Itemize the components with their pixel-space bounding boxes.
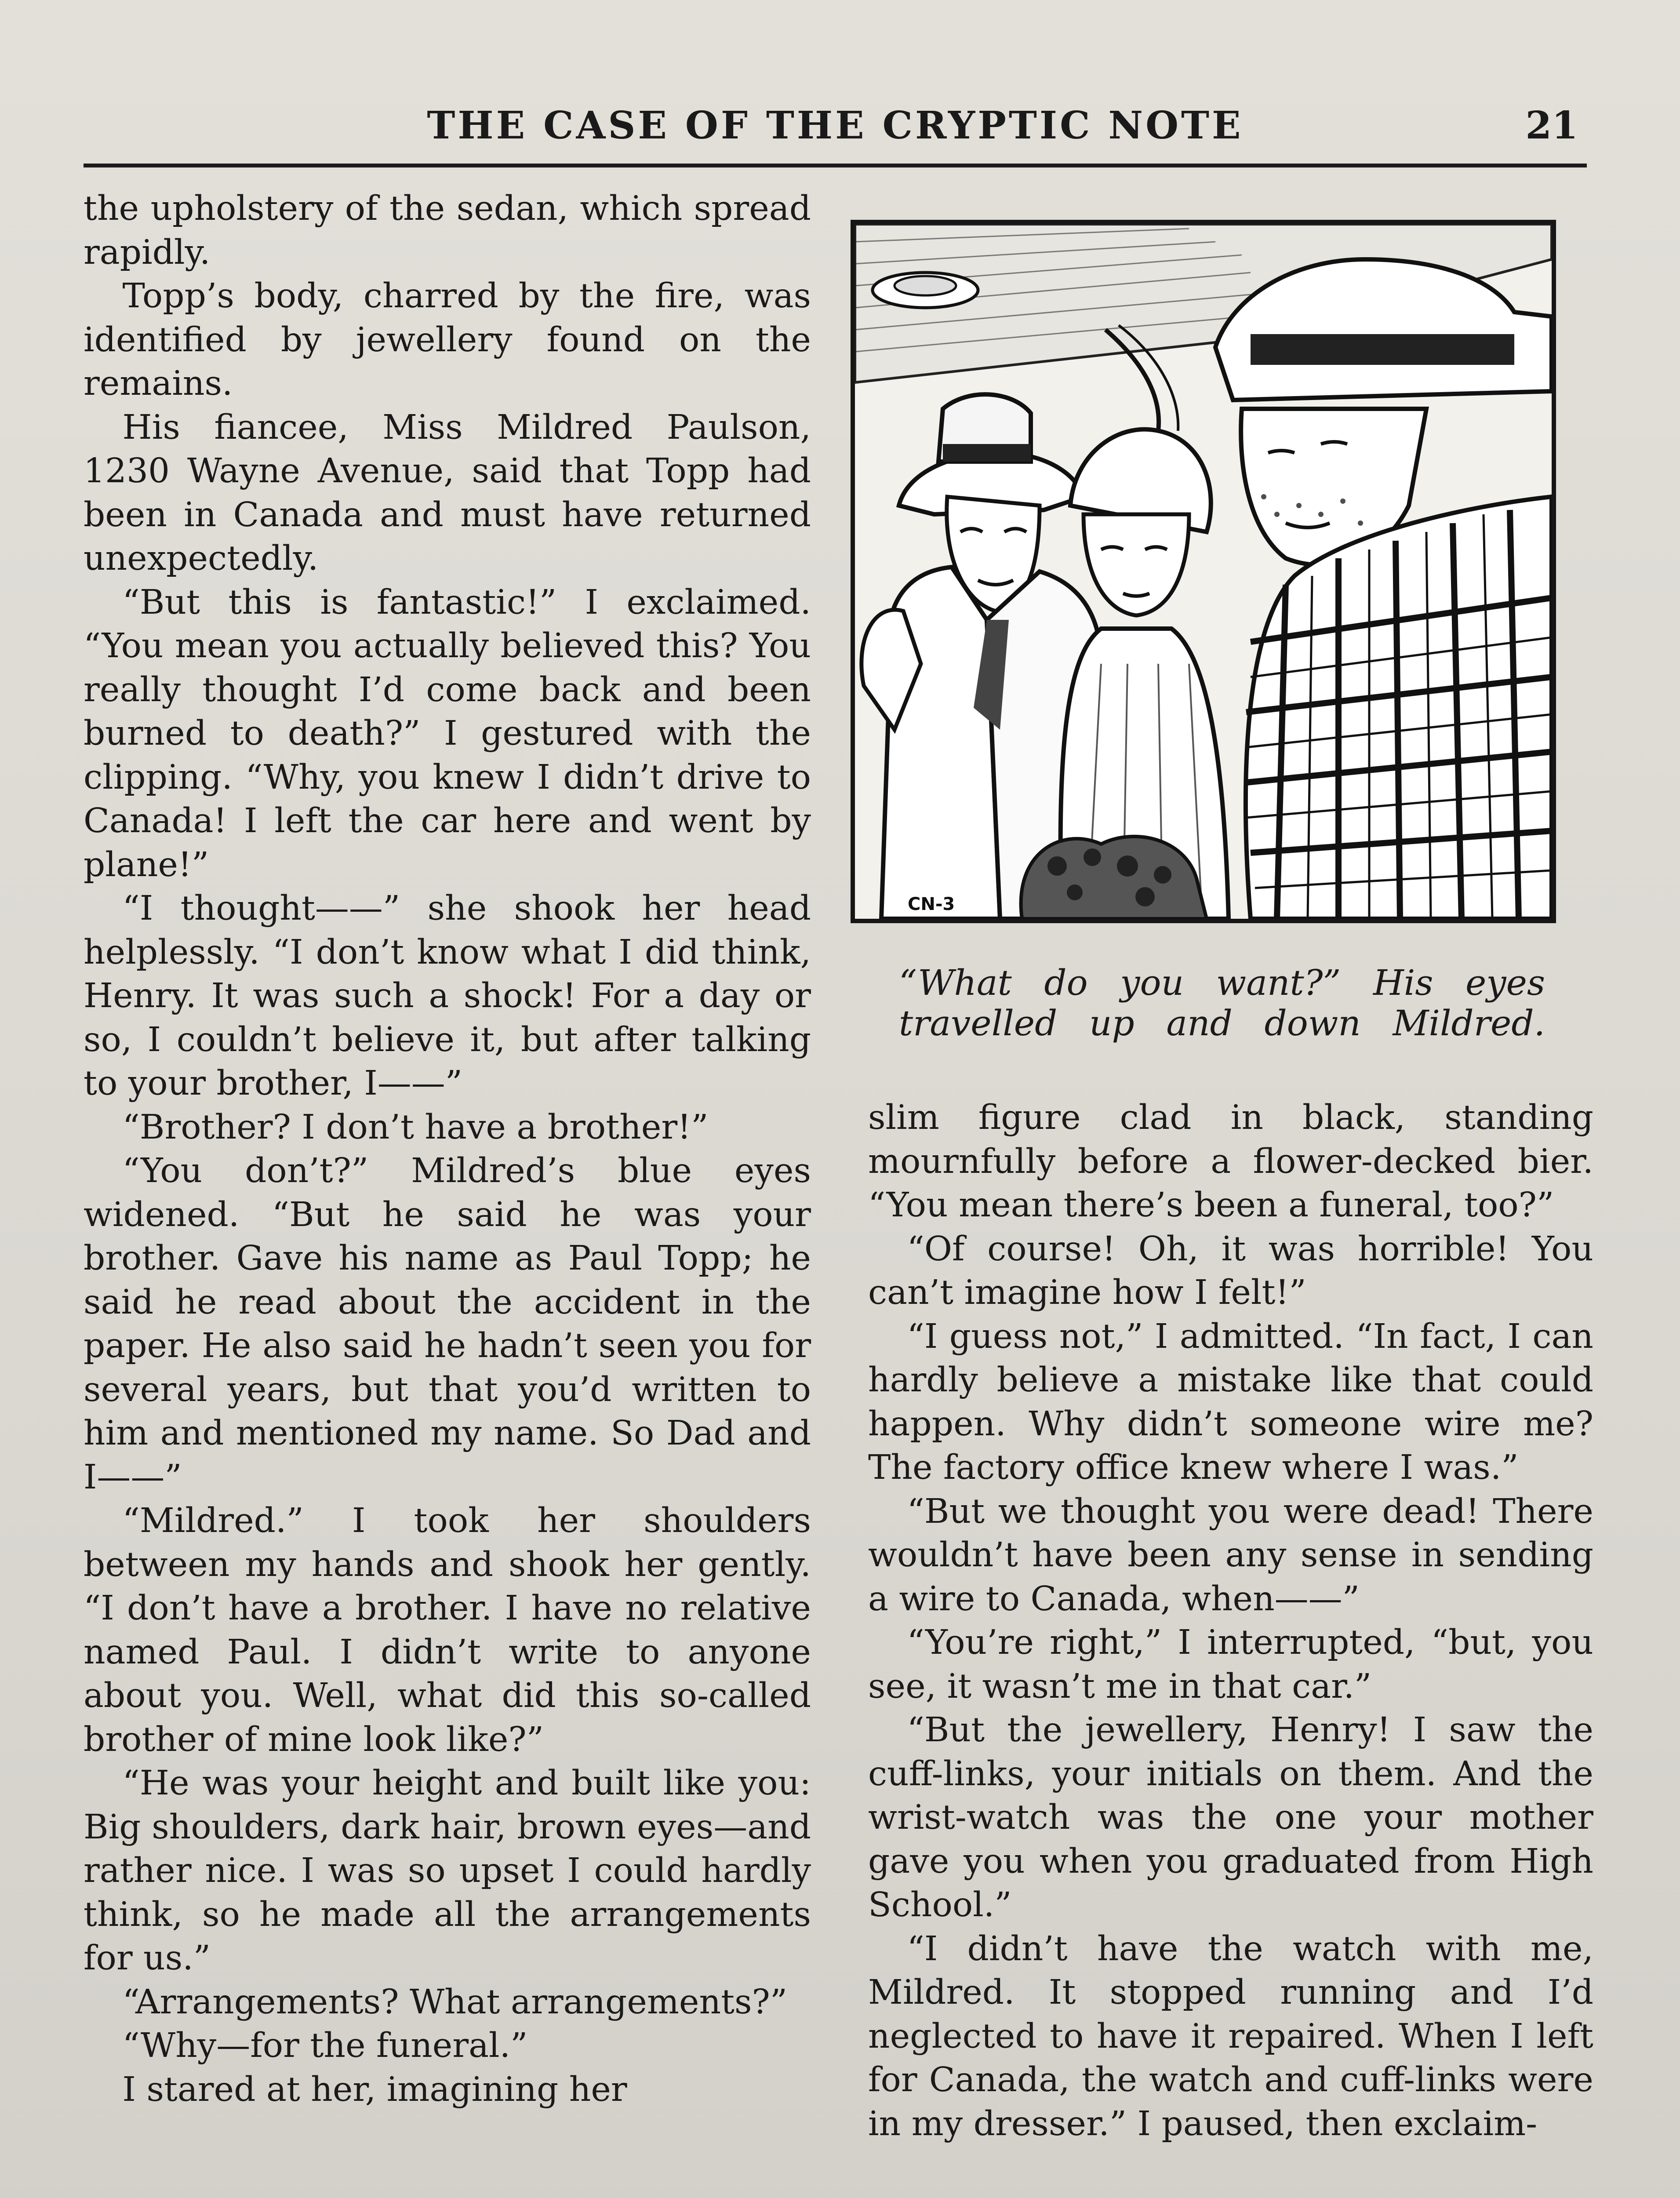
paragraph: “But the jewellery, Henry! I saw the cuff-links, your initials on them. And the wrist-watch was the one your mother gave you when you graduated from High School.”	[868, 1710, 1593, 1925]
running-title: THE CASE OF THE CRYPTIC NOTE	[427, 103, 1244, 148]
paragraph: “Of course! Oh, it was horrible! You can’t imagine how I felt!”	[868, 1229, 1593, 1312]
right-column	[868, 1096, 1593, 2146]
paragraph: His fiancee, Miss Mildred Paulson, 1230 Wayne Avenue, said that Topp had been in Canada and must have returned unexpectedly.	[84, 408, 811, 578]
paragraph: “Why—for the funeral.”	[122, 2026, 528, 2065]
paragraph: “Mildred.” I took her shoulders between my hands and shook her gently. “I don’t have a brother. I have no relative named Paul. I didn’t write to anyone about you. Well, what did this so-called brother of mine look like?”	[84, 1501, 811, 1759]
left-column	[84, 187, 811, 2111]
header-rule	[84, 164, 1587, 167]
illustration-drawing	[855, 224, 1552, 919]
paragraph: “I guess not,” I admitted. “In fact, I can hardly believe a mistake like that could happen. Why didn’t someone wire me? The factory office knew where I was.”	[868, 1317, 1593, 1487]
paragraph: Topp’s body, charred by the fire, was identified by jewellery found on the remains.	[84, 277, 811, 403]
paragraph: “But we thought you were dead! There wouldn’t have been any sense in sending a wire to Canada, when——”	[868, 1492, 1593, 1619]
paragraph: I stared at her, imagining her	[122, 2070, 627, 2109]
paragraph: “Arrangements? What arrangements?”	[122, 1982, 788, 2022]
illustration-caption: “What do you want?” His eyes travelled up and down Mildred.	[899, 962, 1545, 1044]
paragraph: “But this is fantastic!” I exclaimed. “You mean you actually believed this? You really thought I’d come back and been burned to death?” I gestured with the clipping. “Why, you knew I didn’t drive to Canada! I left the car here and went by plane!”	[84, 582, 811, 884]
page-number: 21	[1525, 103, 1578, 148]
paragraph: “You don’t?” Mildred’s blue eyes widened. “But he said he was your brother. Gave his name as Paul Topp; he said he read about the accident in the paper. He also said he hadn’t seen you for several years, but that you’d written to him and mentioned my name. So Dad and I——”	[84, 1151, 811, 1497]
paragraph: “I thought——” she shook her head helplessly. “I don’t know what I did think, Henry. It was such a shock! For a day or so, I couldn’t believe it, but after talking to your brother, I——”	[84, 889, 811, 1103]
paragraph: “Brother? I don’t have a brother!”	[122, 1107, 709, 1147]
illustration-label: CN-3	[908, 894, 955, 914]
page-header	[84, 95, 1587, 160]
paragraph: “He was your height and built like you: Big shoulders, dark hair, brown eyes—and rather nice. I was so upset I could hardly think, so he made all the arrangements for us.”	[84, 1764, 811, 1978]
paragraph: the upholstery of the sedan, which spread rapidly.	[84, 189, 811, 272]
paragraph: “You’re right,” I interrupted, “but, you see, it wasn’t me in that car.”	[868, 1623, 1593, 1706]
story-illustration	[851, 220, 1556, 923]
paragraph: “I didn’t have the watch with me, Mildred. It stopped running and I’d neglected to have it repaired. When I left for Canada, the watch and cuff-links were in my dresser.” I paused, then exclaim-	[868, 1929, 1593, 2143]
paragraph: slim figure clad in black, standing mournfully before a flower-decked bier. “You mean there’s been a funeral, too?”	[868, 1098, 1593, 1225]
